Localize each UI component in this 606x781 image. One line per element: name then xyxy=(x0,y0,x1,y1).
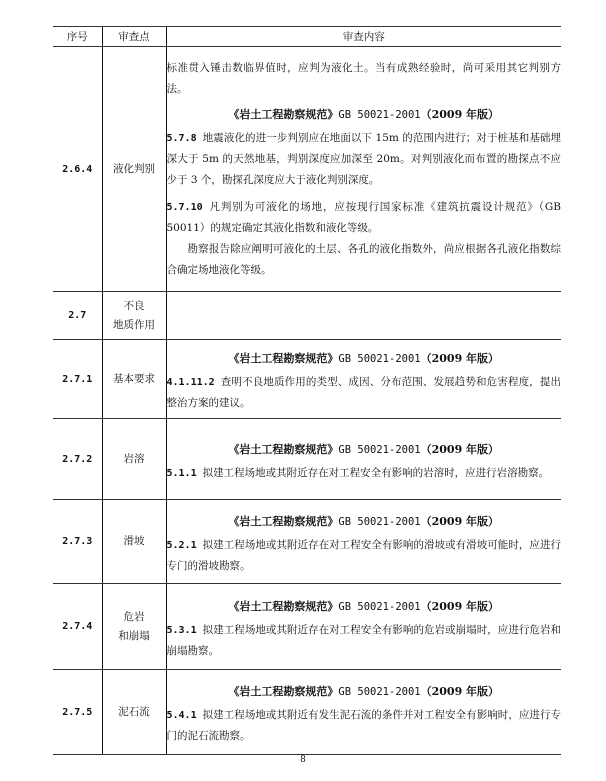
clause xyxy=(167,620,562,662)
page-number: 8 xyxy=(300,755,306,765)
table-header-row xyxy=(53,27,561,47)
table-row xyxy=(53,340,561,419)
standard-title: 《岩土工程勘察规范》GB 50021-2001（2009 年版） xyxy=(228,352,500,365)
clause xyxy=(167,535,562,577)
review-content xyxy=(166,419,561,500)
clause-text: 拟建工程场地或其附近存在对工程安全有影响的危岩或崩塌时，应进行危岩和崩塌勘察。 xyxy=(166,623,561,657)
review-content xyxy=(166,340,561,419)
row-number: 2.7.3 xyxy=(53,500,102,584)
review-table xyxy=(53,26,561,755)
standard-title: 《岩土工程勘察规范》GB 50021-2001（2009 年版） xyxy=(228,685,500,698)
row-number: 2.7 xyxy=(53,292,102,340)
clause-number: 5.1.1 xyxy=(166,467,197,479)
review-content xyxy=(166,500,561,584)
review-point: 基本要求 xyxy=(102,340,166,419)
table-row xyxy=(53,584,561,670)
clause-text: 拟建工程场地或其附近存在对工程安全有影响的岩溶时，应进行岩溶勘察。 xyxy=(202,466,550,479)
review-point: 岩溶 xyxy=(102,419,166,500)
standard-title: 《岩土工程勘察规范》GB 50021-2001（2009 年版） xyxy=(228,514,500,528)
clause-text: 查明不良地质作用的类型、成因、分布范围、发展趋势和危害程度，提出整治方案的建议。 xyxy=(166,376,561,409)
review-point: 危岩 和崩塌 xyxy=(102,584,166,670)
header-review-point: 审查点 xyxy=(102,27,166,47)
row-number: 2.7.4 xyxy=(53,584,102,670)
review-content xyxy=(166,292,561,340)
clause xyxy=(167,197,562,239)
clause-number: 5.4.1 xyxy=(166,710,197,721)
review-point: 液化判别 xyxy=(102,47,166,292)
table-row xyxy=(53,292,561,340)
header-seq-no: 序号 xyxy=(53,27,102,47)
clause-number: 5.7.10 xyxy=(166,201,203,213)
standard-title: 《岩土工程勘察规范》GB 50021-2001（2009 年版） xyxy=(228,599,500,613)
continued-text: 标准贯入锤击数临界值时，应判为液化土。当有成熟经验时，尚可采用其它判别方法。 xyxy=(166,61,561,95)
clause xyxy=(167,128,562,191)
clause-text: 凡判别为可液化的场地，应按现行国家标准《建筑抗震设计规范》（GB 50011）的规定确定其液化指数和液化等级。 xyxy=(166,200,561,234)
table-row xyxy=(53,419,561,500)
table-row xyxy=(53,47,561,292)
extra-paragraph: 勘察报告除应阐明可液化的土层、各孔的液化指数外，尚应根据各孔液化指数综合确定场地液化等级。 xyxy=(166,242,561,276)
row-number: 2.7.2 xyxy=(53,419,102,500)
standard-title: 《岩土工程勘察规范》GB 50021-2001（2009 年版） xyxy=(228,107,500,121)
clause-text: 地震液化的进一步判别应在地面以下 15m 的范围内进行；对于桩基和基础埋深大于 5m 的天然地基，判别深度应加深至 20m。对判别液化而布置的勘探点不应少于 3 个，勘探孔深度应大于液化判别深度。 xyxy=(166,131,561,186)
clause-text: 拟建工程场地或其附近有发生泥石流的条件并对工程安全有影响时，应进行专门的泥石流勘察。 xyxy=(166,709,561,742)
review-content xyxy=(166,584,561,670)
clause-number: 4.1.11.2 xyxy=(166,377,215,388)
header-review-content: 审查内容 xyxy=(166,27,561,47)
row-number: 2.6.4 xyxy=(53,47,102,292)
review-content xyxy=(166,670,561,755)
row-number: 2.7.1 xyxy=(53,340,102,419)
standard-title: 《岩土工程勘察规范》GB 50021-2001（2009 年版） xyxy=(228,442,500,456)
clause-text: 拟建工程场地或其附近存在对工程安全有影响的滑坡或有滑坡可能时，应进行专门的滑坡勘察。 xyxy=(166,538,561,572)
clause-number: 5.2.1 xyxy=(166,539,197,551)
review-content xyxy=(166,47,561,292)
clause xyxy=(167,463,562,484)
review-point: 不良 地质作用 xyxy=(102,292,166,340)
review-point: 泥石流 xyxy=(102,670,166,755)
clause-number: 5.7.8 xyxy=(166,132,197,144)
row-number: 2.7.5 xyxy=(53,670,102,755)
review-point: 滑坡 xyxy=(102,500,166,584)
clause xyxy=(167,372,562,414)
clause-number: 5.3.1 xyxy=(166,624,197,636)
table-row xyxy=(53,500,561,584)
table-row xyxy=(53,670,561,755)
clause xyxy=(167,705,562,747)
